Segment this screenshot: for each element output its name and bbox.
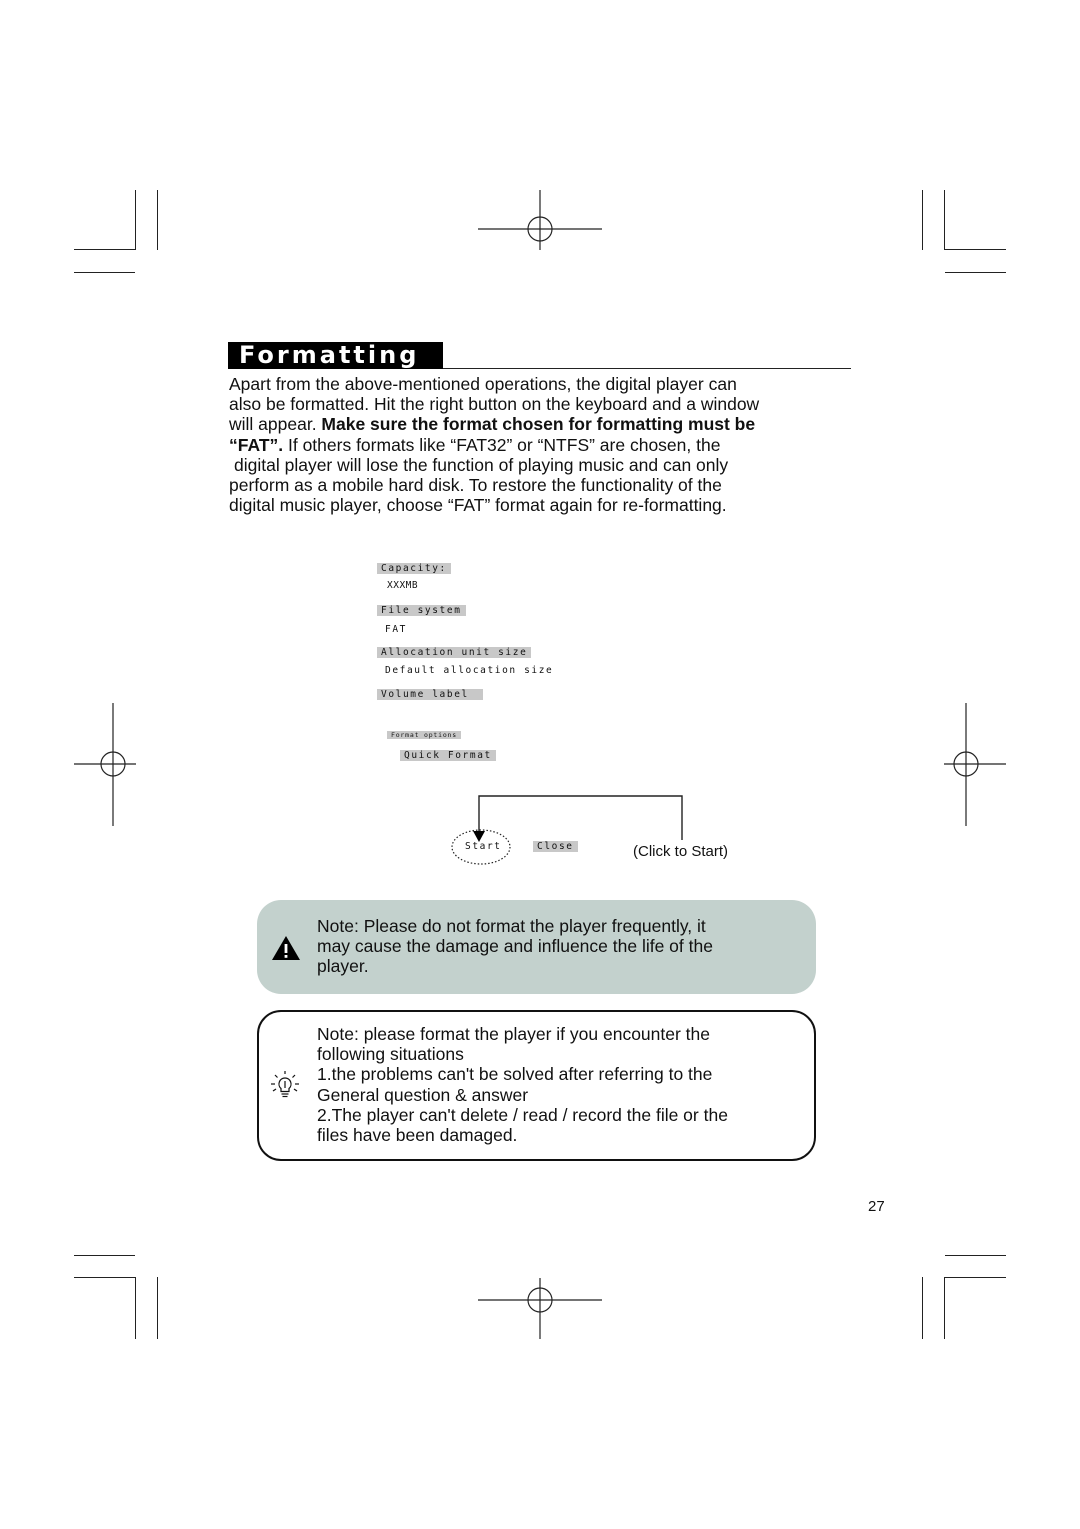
file-system-value: FAT — [385, 624, 407, 635]
allocation-label: Allocation unit size — [377, 647, 531, 658]
click-to-start-callout: (Click to Start) — [633, 843, 729, 860]
tip-note-text — [317, 1024, 728, 1145]
capacity-value: XXXMB — [387, 580, 419, 591]
intro-line-3-text: will appear. — [229, 414, 322, 435]
warning-line-3: player. — [317, 956, 369, 977]
format-options-label: Format options — [387, 731, 461, 739]
intro-line-3 — [229, 414, 829, 434]
capacity-label: Capacity: — [377, 563, 451, 574]
start-button[interactable]: Start — [465, 841, 502, 852]
lightbulb-icon — [270, 1070, 300, 1102]
intro-line-4 — [229, 435, 829, 455]
intro-line-2: also be formatted. Hit the right button on the keyboard and a window — [229, 394, 760, 415]
tip-line-1: Note: please format the player if you encounter the — [317, 1024, 711, 1044]
warning-line-2: may cause the damage and influence the life of the — [317, 936, 713, 957]
tip-line-2: following situations — [317, 1044, 464, 1065]
intro-line-4-text: If others formats like “FAT32” or “NTFS” are chosen, the — [283, 434, 721, 455]
close-button[interactable]: Close — [533, 841, 578, 852]
warning-triangle-icon — [270, 934, 302, 962]
intro-bold-warning: Make sure the format chosen for formatting must be — [321, 414, 756, 435]
allocation-value: Default allocation size — [385, 665, 554, 676]
intro-line-1: Apart from the above-mentioned operations, the digital player can — [229, 374, 737, 394]
title-rule — [443, 368, 851, 369]
file-system-label: File system — [377, 605, 466, 616]
warning-line-1: Note: Please do not format the player frequently, it — [317, 916, 706, 936]
tip-line-5: 2.The player can't delete / read / record the file or the — [317, 1104, 728, 1125]
warning-note-text — [317, 916, 713, 977]
intro-line-7: digital music player, choose “FAT” format again for re-formatting. — [229, 495, 727, 516]
intro-paragraph — [229, 374, 829, 515]
callout-connector — [440, 790, 700, 880]
tip-line-4: General question & answer — [317, 1084, 529, 1105]
section-title: Formatting — [228, 342, 443, 369]
quick-format-option[interactable]: Quick Format — [400, 750, 496, 761]
intro-line-6: perform as a mobile hard disk. To restore the functionality of the — [229, 475, 722, 496]
volume-label: Volume label — [377, 689, 483, 700]
tip-line-3: 1.the problems can't be solved after referring to the — [317, 1064, 713, 1085]
page-number: 27 — [868, 1198, 885, 1215]
intro-line-5: digital player will lose the function of playing music and can only — [234, 454, 729, 475]
tip-line-6: files have been damaged. — [317, 1125, 518, 1146]
intro-fat-emphasis: “FAT”. — [229, 434, 284, 455]
